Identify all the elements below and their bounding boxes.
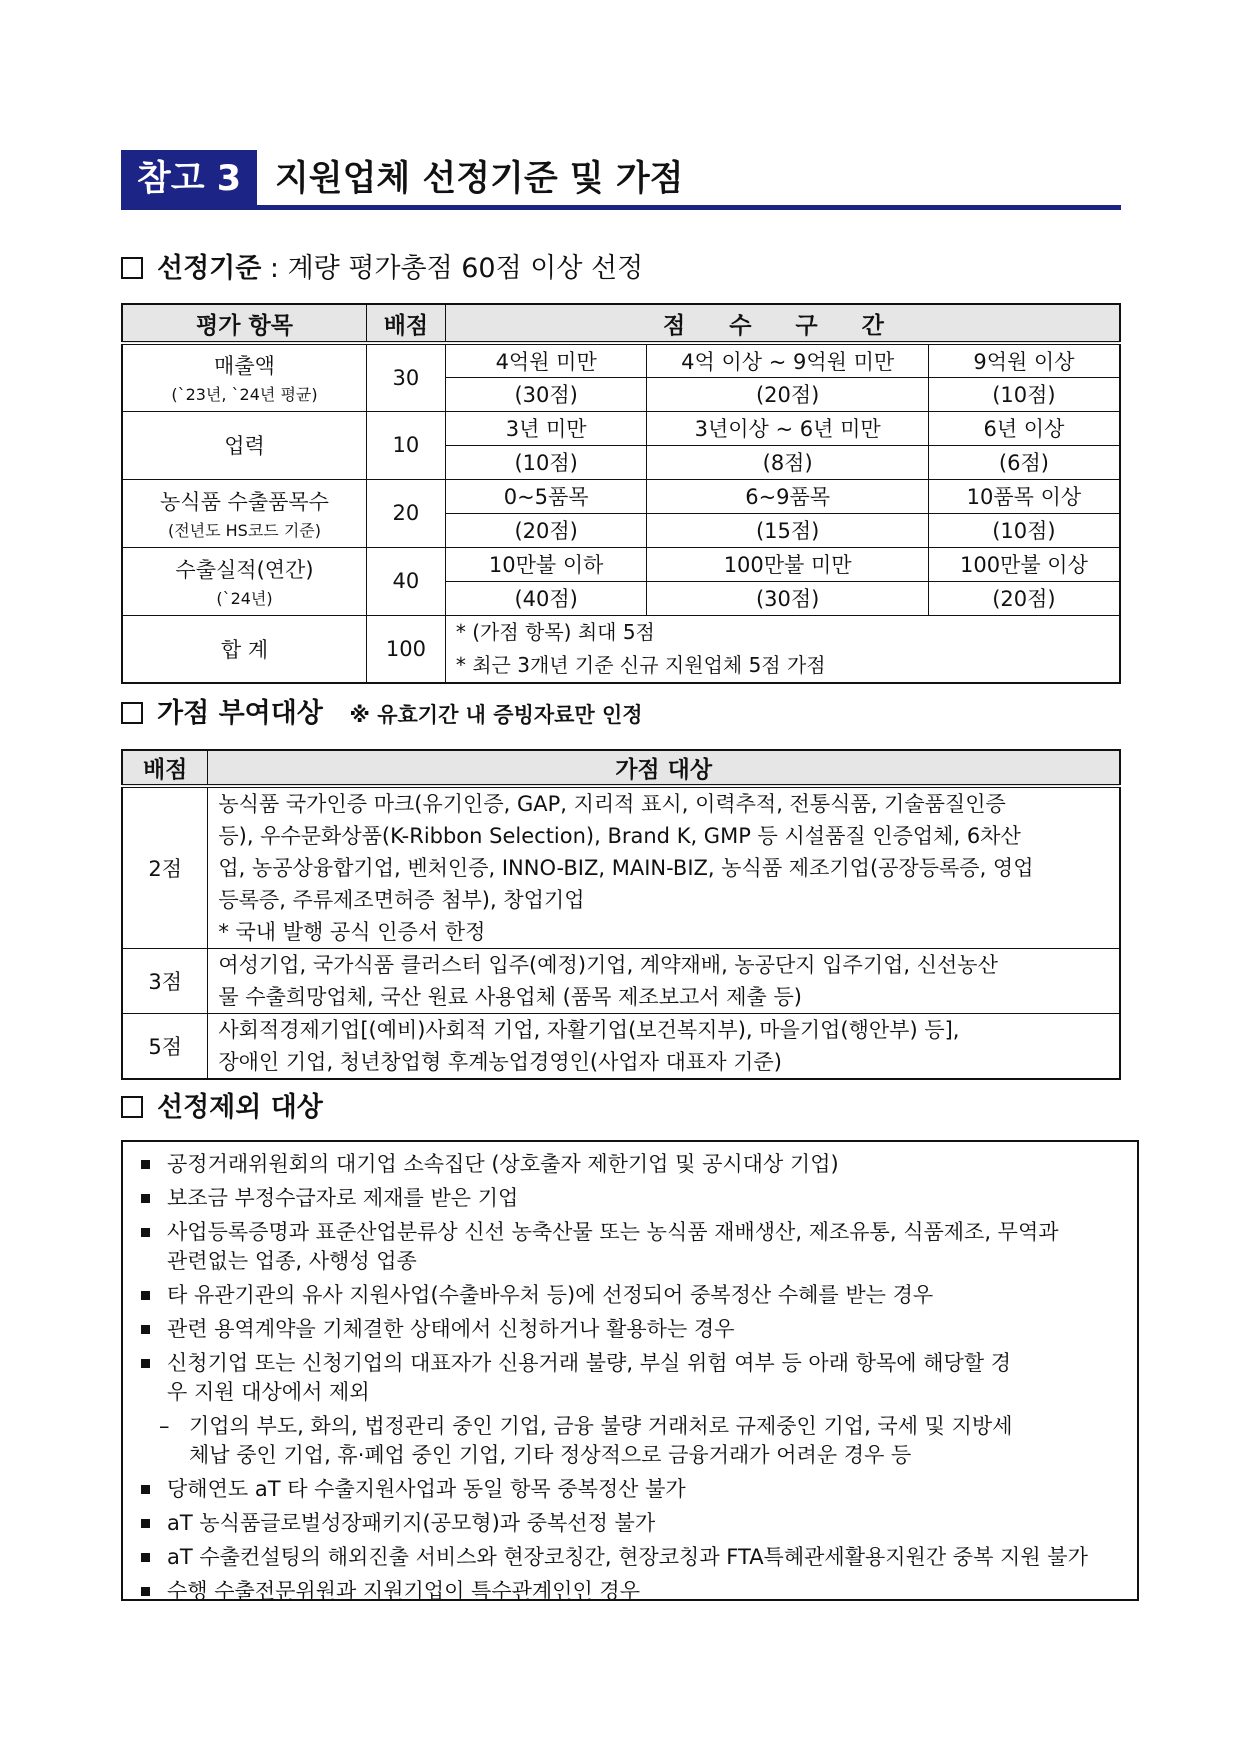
- list-subitem: [137, 1412, 1123, 1470]
- points-cell: 30: [366, 343, 445, 411]
- item-name: 수출실적(연간): [175, 557, 314, 582]
- bullet-icon: [141, 1359, 150, 1368]
- bonus-table: [121, 749, 1121, 1080]
- points-cell: 20: [366, 479, 445, 547]
- header-ranges: 점 수 구 간: [445, 304, 1120, 343]
- reference-tag: 참고 3: [121, 150, 257, 208]
- text-line: 물 수출희망업체, 국산 원료 사용업체 (품목 제조보고서 제출 등): [218, 985, 802, 1009]
- list-item: [137, 1509, 1123, 1538]
- table-row: [122, 1014, 1120, 1080]
- criteria-label: 선정기준: [157, 253, 262, 284]
- exclusion-label: 선정제외 대상: [157, 1092, 323, 1123]
- item-name: 매출액: [214, 354, 275, 379]
- list-item: [137, 1349, 1123, 1407]
- range-cell: 9억원 이상: [928, 343, 1120, 377]
- item-line: 보조금 부정수급자로 제재를 받은 기업: [167, 1186, 519, 1210]
- header-target: 가점 대상: [208, 750, 1120, 786]
- score-cell: (40점): [445, 581, 647, 615]
- text-line: 사회적경제기업[(예비)사회적 기업, 자활기업(보건복지부), 마을기업(행안부) 등],: [218, 1018, 960, 1042]
- bullet-icon: [141, 1485, 150, 1494]
- bonus-points: 3점: [122, 949, 208, 1014]
- exclusion-heading: [121, 1085, 323, 1124]
- item-line: aT 수출컨설팅의 해외진출 서비스와 현장코칭간, 현장코칭과 FTA특혜관세활용지원간 중복 지원 불가: [167, 1545, 1088, 1569]
- table-row: [122, 343, 1120, 377]
- score-cell: (10점): [928, 377, 1120, 411]
- item-cell: [122, 547, 366, 615]
- total-points: 100: [366, 615, 445, 683]
- score-cell: (10점): [445, 445, 647, 479]
- table-row: [122, 547, 1120, 581]
- score-table: [121, 303, 1121, 684]
- page-title: 지원업체 선정기준 및 가점: [275, 159, 684, 199]
- total-label: 합 계: [122, 615, 366, 683]
- score-cell: (20점): [928, 581, 1120, 615]
- list-item: [137, 1218, 1123, 1276]
- text-line: 여성기업, 국가식품 클러스터 입주(예정)기업, 계약재배, 농공단지 입주기업, 신선농산: [218, 953, 998, 977]
- table-row: [122, 411, 1120, 445]
- total-notes: [445, 615, 1120, 683]
- header-points: 배점: [366, 304, 445, 343]
- item-line: 체납 중인 기업, 휴·폐업 중인 기업, 기타 정상적으로 금융거래가 어려운 경우 등: [189, 1443, 912, 1467]
- range-cell: 0~5품목: [445, 479, 647, 513]
- score-cell: (20점): [445, 513, 647, 547]
- table-row: [122, 479, 1120, 513]
- item-sub: (`23년, `24년 평균): [171, 385, 318, 405]
- bullet-icon: [141, 1291, 150, 1300]
- points-cell: 10: [366, 411, 445, 479]
- item-line: 기업의 부도, 화의, 법정관리 중인 기업, 금융 불량 거래처로 규제중인 기업, 국세 및 지방세: [189, 1414, 1013, 1438]
- item-line: 당해연도 aT 타 수출지원사업과 동일 항목 중복정산 불가: [167, 1477, 686, 1501]
- criteria-heading: [121, 246, 643, 285]
- header-points: 배점: [122, 750, 208, 786]
- bullet-icon: [141, 1587, 150, 1596]
- item-line: 타 유관기관의 유사 지원사업(수출바우처 등)에 선정되어 중복정산 수혜를 받는 경우: [167, 1283, 934, 1307]
- checkbox-icon: [121, 702, 143, 724]
- total-row: [122, 615, 1120, 683]
- score-cell: (30점): [647, 581, 928, 615]
- bullet-icon: [141, 1553, 150, 1562]
- score-cell: (8점): [647, 445, 928, 479]
- bonus-target: [208, 786, 1120, 949]
- bullet-icon: [141, 1325, 150, 1334]
- list-item: [137, 1150, 1123, 1179]
- range-cell: 100만불 이상: [928, 547, 1120, 581]
- bonus-points: 2점: [122, 786, 208, 949]
- score-cell: (20점): [647, 377, 928, 411]
- score-cell: (15점): [647, 513, 928, 547]
- item-line: 관련없는 업종, 사행성 업종: [167, 1249, 417, 1273]
- list-item: [137, 1281, 1123, 1310]
- range-cell: 6~9품목: [647, 479, 928, 513]
- range-cell: 4억원 미만: [445, 343, 647, 377]
- range-cell: 10만불 이하: [445, 547, 647, 581]
- score-cell: (30점): [445, 377, 647, 411]
- item-cell: [122, 411, 366, 479]
- range-cell: 3년 미만: [445, 411, 647, 445]
- bullet-icon: [141, 1160, 150, 1169]
- list-item: [137, 1184, 1123, 1213]
- text-line: * 국내 발행 공식 인증서 한정: [218, 920, 486, 944]
- item-sub: (전년도 HS코드 기준): [167, 520, 321, 540]
- score-cell: (10점): [928, 513, 1120, 547]
- text-line: 농식품 국가인증 마크(유기인증, GAP, 지리적 표시, 이력추적, 전통식품, 기술품질인증: [218, 792, 1006, 816]
- bullet-icon: [141, 1519, 150, 1528]
- checkbox-icon: [121, 1096, 143, 1118]
- note-line: * (가점 항목) 최대 5점: [455, 619, 655, 644]
- bullet-icon: [141, 1228, 150, 1237]
- exclusion-box: [121, 1140, 1139, 1601]
- points-cell: 40: [366, 547, 445, 615]
- item-cell: [122, 479, 366, 547]
- text-line: 등록증, 주류제조면허증 첨부), 창업기업: [218, 888, 585, 912]
- range-cell: 4억 이상 ~ 9억원 미만: [647, 343, 928, 377]
- range-cell: 3년이상 ~ 6년 미만: [647, 411, 928, 445]
- item-line: 공정거래위원회의 대기업 소속집단 (상호출자 제한기업 및 공시대상 기업): [167, 1152, 839, 1176]
- item-line: 사업등록증명과 표준산업분류상 신선 농축산물 또는 농식품 재배생산, 제조유통, 식품제조, 무역과: [167, 1220, 1059, 1244]
- note-line: * 최근 3개년 기준 신규 지원업체 5점 가점: [455, 652, 826, 677]
- text-line: 등), 우수문화상품(K-Ribbon Selection), Brand K, GMP 등 시설품질 인증업체, 6차산: [218, 824, 1021, 848]
- table-row: [122, 786, 1120, 949]
- list-item: [137, 1543, 1123, 1572]
- bonus-label: 가점 부여대상: [157, 698, 323, 729]
- range-cell: 6년 이상: [928, 411, 1120, 445]
- item-line: 신청기업 또는 신청기업의 대표자가 신용거래 불량, 부실 위험 여부 등 아래 항목에 해당할 경: [167, 1351, 1012, 1375]
- item-cell: [122, 343, 366, 411]
- table-row: [122, 949, 1120, 1014]
- page-title-bar: [121, 150, 1121, 210]
- text-line: 장애인 기업, 청년창업형 후계농업경영인(사업자 대표자 기준): [218, 1050, 782, 1074]
- item-line: 우 지원 대상에서 제외: [167, 1380, 370, 1404]
- item-sub: (`24년): [216, 588, 273, 608]
- dash-icon: –: [159, 1414, 170, 1438]
- score-cell: (6점): [928, 445, 1120, 479]
- list-item: [137, 1475, 1123, 1504]
- item-line: aT 농식품글로벌성장패키지(공모형)과 중복선정 불가: [167, 1511, 656, 1535]
- range-cell: 100만불 미만: [647, 547, 928, 581]
- header-item: 평가 항목: [122, 304, 366, 343]
- list-item: [137, 1577, 1123, 1606]
- item-line: 관련 용역계약을 기체결한 상태에서 신청하거나 활용하는 경우: [167, 1317, 735, 1341]
- list-item: [137, 1315, 1123, 1344]
- range-cell: 10품목 이상: [928, 479, 1120, 513]
- bullet-icon: [141, 1194, 150, 1203]
- bonus-heading: [121, 691, 643, 730]
- item-name: 업력: [224, 434, 265, 458]
- bonus-target: [208, 949, 1120, 1014]
- bonus-note: ※ 유효기간 내 증빙자료만 인정: [349, 703, 643, 727]
- checkbox-icon: [121, 257, 143, 279]
- criteria-text: : 계량 평가총점 60점 이상 선정: [269, 253, 644, 284]
- item-line: 수행 수출전문위원과 지원기업이 특수관계인인 경우: [167, 1579, 640, 1603]
- item-name: 농식품 수출품목수: [160, 489, 329, 514]
- title-underline: [121, 205, 1121, 210]
- text-line: 업, 농공상융합기업, 벤처인증, INNO-BIZ, MAIN-BIZ, 농식품 제조기업(공장등록증, 영업: [218, 856, 1034, 880]
- bonus-points: 5점: [122, 1014, 208, 1080]
- bonus-target: [208, 1014, 1120, 1080]
